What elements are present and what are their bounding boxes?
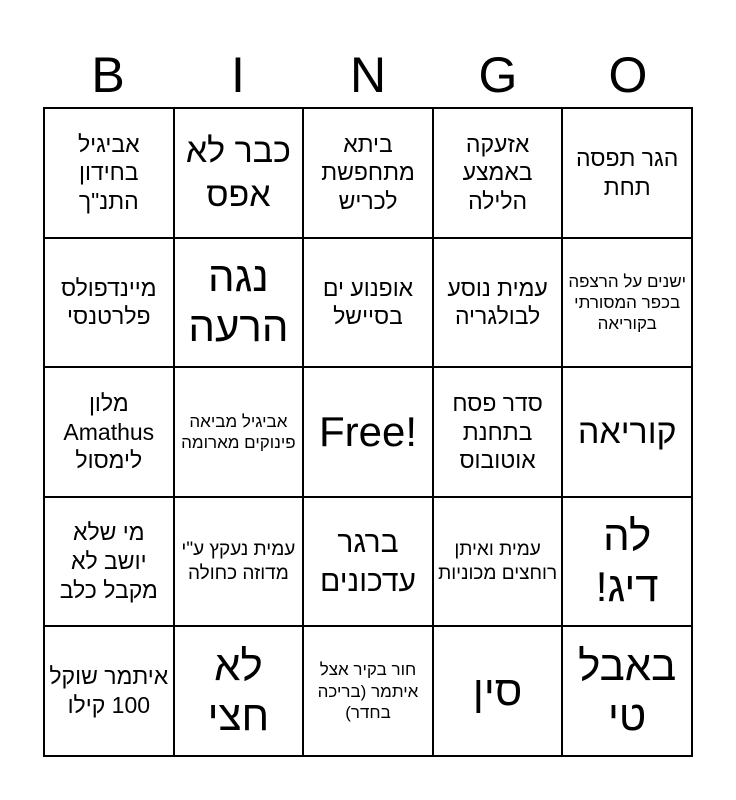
header-letter-n: N: [349, 47, 387, 103]
bingo-cell[interactable]: מי שלא יושב לא מקבל כלב: [44, 497, 174, 627]
bingo-cell[interactable]: אופנוע ים בסיישל: [303, 238, 433, 368]
bingo-cell[interactable]: עמית נוסע לבולגריה: [433, 238, 563, 368]
bingo-cell[interactable]: ברגר עדכונים: [303, 497, 433, 627]
bingo-cell[interactable]: כבר לא אפס: [174, 108, 304, 238]
bingo-cell[interactable]: באבל טי: [562, 626, 692, 756]
free-space-cell[interactable]: Free!: [303, 367, 433, 497]
bingo-cell[interactable]: איתמר שוקל 100 קילו: [44, 626, 174, 756]
bingo-cell[interactable]: אביגיל מביאה פינוקים מארומה: [174, 367, 304, 497]
bingo-cell[interactable]: נגה הרעה: [174, 238, 304, 368]
bingo-cell[interactable]: ביתא מתחפשת לכריש: [303, 108, 433, 238]
header-letter-i: I: [231, 47, 245, 103]
bingo-cell[interactable]: הגר תפסה תחת: [562, 108, 692, 238]
bingo-cell[interactable]: לא חצי: [174, 626, 304, 756]
bingo-cell[interactable]: עמית נעקץ ע"י מדוזה כחולה: [174, 497, 304, 627]
bingo-cell[interactable]: חור בקיר אצל איתמר (בריכה בחדר): [303, 626, 433, 756]
bingo-cell[interactable]: סדר פסח בתחנת אוטובוס: [433, 367, 563, 497]
bingo-cell[interactable]: אביגיל בחידון התנ"ך: [44, 108, 174, 238]
bingo-cell[interactable]: אזעקה באמצע הלילה: [433, 108, 563, 238]
header-letter-g: G: [478, 47, 518, 103]
bingo-cell[interactable]: סין: [433, 626, 563, 756]
bingo-cell[interactable]: עמית ואיתן רוחצים מכוניות: [433, 497, 563, 627]
bingo-header: [43, 40, 693, 110]
bingo-cell[interactable]: ישנים על הרצפה בכפר המסורתי בקוריאה: [562, 238, 692, 368]
bingo-cell[interactable]: לה דיג!: [562, 497, 692, 627]
bingo-board: [43, 107, 693, 757]
bingo-cell[interactable]: קוריאה: [562, 367, 692, 497]
bingo-cell[interactable]: מיינדפולס פלרטנסי: [44, 238, 174, 368]
header-letter-o: O: [608, 47, 648, 103]
header-letter-b: B: [91, 47, 125, 103]
bingo-cell[interactable]: מלון Amathus לימסול: [44, 367, 174, 497]
